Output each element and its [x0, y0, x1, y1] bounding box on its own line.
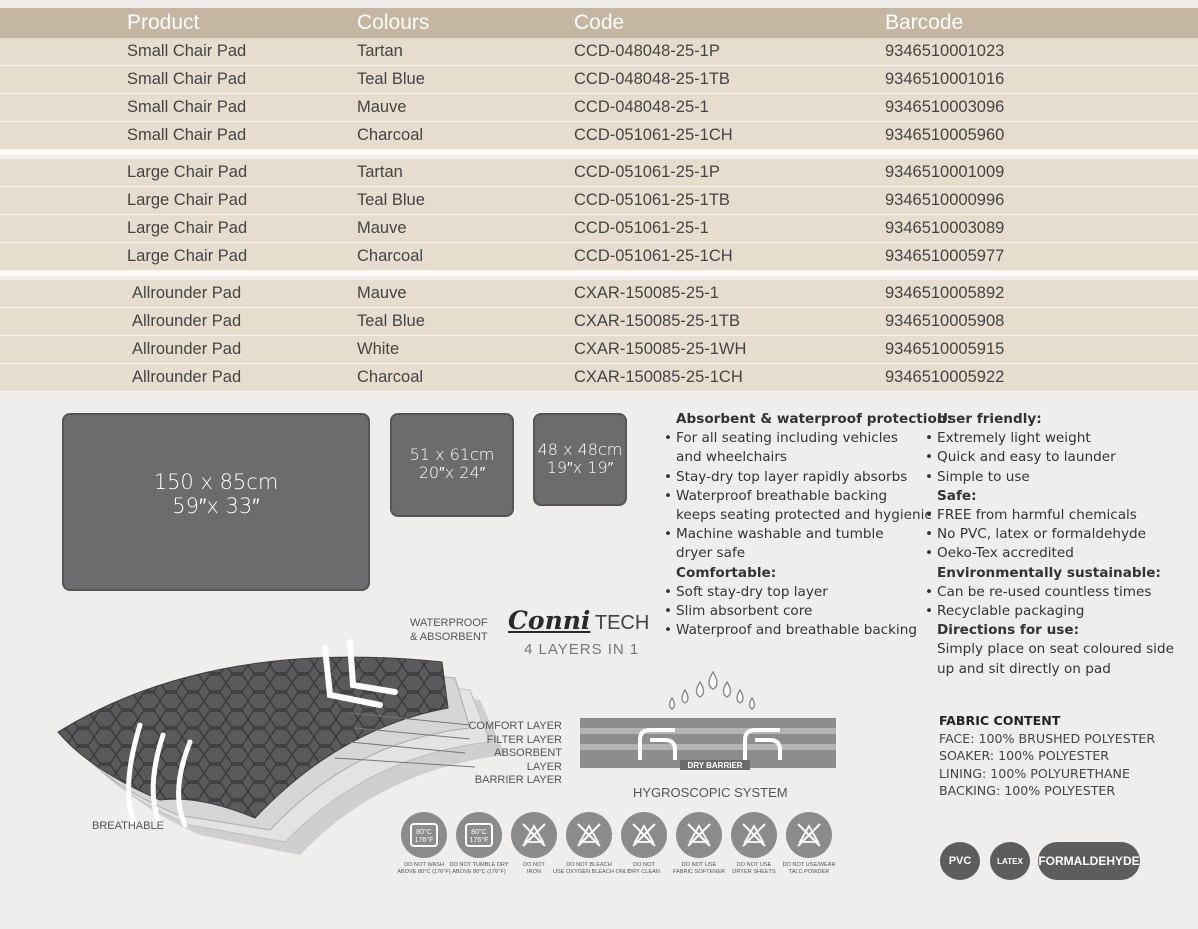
- cell-product: Small Chair Pad: [127, 126, 247, 144]
- cell-barcode: 9346510003089: [885, 219, 1005, 237]
- table-row: [0, 187, 1198, 215]
- cell-product: Allrounder Pad: [132, 312, 242, 330]
- cell-product: Small Chair Pad: [127, 98, 247, 116]
- cell-product: Large Chair Pad: [127, 247, 248, 265]
- cell-barcode: 9346510005908: [885, 312, 1005, 330]
- pad-size-small-metric: 48 x 48cm: [537, 440, 623, 459]
- cell-product: Large Chair Pad: [127, 163, 248, 181]
- list-item: • Quick and easy to launder: [923, 448, 1174, 467]
- pad-size-large: [62, 413, 370, 591]
- water-drops-icon: [670, 672, 755, 709]
- brand-tech: TECH: [594, 612, 650, 634]
- table-row: [0, 336, 1198, 364]
- care-label: DO NOT IRON: [523, 862, 545, 875]
- table-row: [0, 66, 1198, 94]
- table-row: [0, 159, 1198, 187]
- cell-barcode: 9346510005977: [885, 247, 1005, 265]
- table-row: [0, 215, 1198, 243]
- table-body: [0, 38, 1198, 392]
- care-label: DO NOT DRY CLEAN: [628, 862, 660, 875]
- list-item: • Waterproof and breathable backing: [662, 621, 952, 640]
- cell-product: Large Chair Pad: [127, 219, 248, 237]
- hygroscopic-label: HYGROSCOPIC SYSTEM: [633, 785, 788, 800]
- list-item: • Recyclable packaging: [923, 602, 1174, 621]
- list-item: • No PVC, latex or formaldehyde: [923, 525, 1174, 544]
- features-left: [662, 410, 952, 640]
- cell-colour: Charcoal: [357, 126, 424, 144]
- fabric-line: SOAKER: 100% POLYESTER: [939, 748, 1110, 763]
- cell-colour: White: [357, 340, 400, 358]
- waterproof-label: WATERPROOF & ABSORBENT: [410, 617, 488, 643]
- cell-barcode: 9346510005922: [885, 368, 1005, 386]
- features-right: [923, 410, 1174, 679]
- cell-product: Small Chair Pad: [127, 70, 247, 88]
- cell-code: CXAR-150085-25-1CH: [574, 368, 743, 386]
- cell-code: CCD-048048-25-1P: [574, 42, 720, 60]
- cell-barcode: 9346510000996: [885, 191, 1005, 209]
- table-row: [0, 364, 1198, 392]
- cell-barcode: 9346510001009: [885, 163, 1005, 181]
- no-formaldehyde-badge: FORMALDEHYDE: [1038, 842, 1140, 880]
- dry-barrier-label: DRY BARRIER: [687, 761, 743, 770]
- hygroscopic-diagram: [580, 668, 838, 778]
- cell-colour: Charcoal: [357, 368, 424, 386]
- header-colours: Colours: [357, 11, 430, 34]
- care-label: DO NOT USE DRYER SHEETS: [732, 862, 776, 875]
- fabric-content: [939, 712, 1155, 800]
- fabric-line: LINING: 100% POLYURETHANE: [939, 765, 1130, 781]
- cell-barcode: 9346510005960: [885, 126, 1005, 144]
- pad-size-medium: [390, 413, 514, 517]
- table-group: [0, 280, 1198, 392]
- cell-code: CCD-051061-25-1CH: [574, 247, 733, 265]
- cell-colour: Charcoal: [357, 247, 424, 265]
- list-item: • Oeko-Tex accredited: [923, 544, 1174, 563]
- cell-colour: Tartan: [357, 163, 403, 181]
- pad-size-small-imperial: 19″x 19″: [546, 458, 614, 478]
- list-item: • FREE from harmful chemicals: [923, 506, 1174, 525]
- cell-colour: Mauve: [357, 284, 407, 302]
- connitech-logo: [508, 606, 649, 658]
- brand-script: Conni: [508, 606, 591, 635]
- list-item: • Waterproof breathable backing: [662, 487, 952, 506]
- table-row: [0, 122, 1198, 150]
- cell-barcode: 9346510005915: [885, 340, 1005, 358]
- list-item: • Machine washable and tumble: [662, 525, 952, 544]
- svg-text:80°C: 80°C: [416, 829, 432, 836]
- list-item: • For all seating including vehicles: [662, 429, 952, 448]
- cell-colour: Tartan: [357, 42, 403, 60]
- absorbent-heading: Absorbent & waterproof protection:: [676, 411, 952, 427]
- no-talc-icon: [786, 812, 832, 858]
- brand-subtitle: 4 LAYERS IN 1: [524, 641, 640, 658]
- table-row: [0, 94, 1198, 122]
- list-item: • Extremely light weight: [923, 429, 1174, 448]
- table-group: [0, 38, 1198, 150]
- cell-colour: Mauve: [357, 219, 407, 237]
- list-item-continued: and wheelchairs: [676, 449, 788, 466]
- care-label: DO NOT USE FABRIC SOFTENER: [672, 862, 726, 875]
- no-fabric-softener-icon: [676, 812, 722, 858]
- cell-code: CCD-051061-25-1CH: [574, 126, 733, 144]
- cell-product: Small Chair Pad: [127, 42, 247, 60]
- wash-80c-icon: [401, 812, 447, 858]
- list-item: • Slim absorbent core: [662, 602, 952, 621]
- svg-text:80°C: 80°C: [471, 829, 487, 836]
- cell-barcode: 9346510001023: [885, 42, 1005, 60]
- cell-code: CCD-051061-25-1TB: [574, 191, 730, 209]
- table-row: [0, 243, 1198, 271]
- no-dryer-sheets-icon: [731, 812, 777, 858]
- care-label: DO NOT TUMBLE DRY ABOVE 80°C (176°F): [449, 862, 509, 875]
- cell-colour: Teal Blue: [357, 70, 425, 88]
- group-separator: [0, 271, 1198, 276]
- layer-labels: [462, 720, 562, 788]
- fabric-line: FACE: 100% BRUSHED POLYESTER: [939, 730, 1156, 746]
- no-iron-icon: [511, 812, 557, 858]
- group-separator: [0, 150, 1198, 155]
- fabric-line: BACKING: 100% POLYESTER: [939, 783, 1116, 798]
- comfort-layer-label: COMFORT LAYER: [468, 720, 562, 732]
- care-label: DO NOT USE/WEAR TALC POWDER: [782, 862, 836, 875]
- no-latex-badge: LATEX: [990, 842, 1030, 880]
- list-item: • Stay-dry top layer rapidly absorbs: [662, 468, 952, 487]
- cell-code: CXAR-150085-25-1TB: [574, 312, 740, 330]
- filter-layer-label: FILTER LAYER: [486, 733, 562, 746]
- tumble-dry-80c-icon: [456, 812, 502, 858]
- table-row: [0, 308, 1198, 336]
- table-row: [0, 280, 1198, 308]
- product-table: [0, 8, 1198, 392]
- header-barcode: Barcode: [885, 11, 964, 34]
- care-symbol: [783, 812, 835, 876]
- header-product: Product: [127, 11, 200, 34]
- cell-code: CXAR-150085-25-1: [574, 284, 719, 302]
- comfortable-heading: Comfortable:: [676, 564, 777, 581]
- pad-size-medium-metric: 51 x 61cm: [409, 445, 495, 464]
- list-item: • Soft stay-dry top layer: [662, 583, 952, 602]
- no-dry-clean-icon: [621, 812, 667, 858]
- svg-text:176°F: 176°F: [414, 837, 434, 844]
- table-row: [0, 38, 1198, 66]
- cell-product: Allrounder Pad: [132, 284, 242, 302]
- environment-heading: Environmentally sustainable:: [937, 564, 1161, 581]
- breathable-label: BREATHABLE: [92, 820, 164, 832]
- cell-code: CCD-051061-25-1: [574, 219, 709, 237]
- cell-product: Large Chair Pad: [127, 191, 248, 209]
- care-label: DO NOT BLEACH USE OXYGEN BLEACH ONLY: [553, 862, 631, 875]
- absorbent-layer-label: ABSORBENT LAYER: [494, 747, 562, 773]
- list-item-continued: dryer safe: [676, 545, 746, 562]
- directions-line: up and sit directly on pad: [937, 660, 1111, 677]
- cell-colour: Teal Blue: [357, 312, 425, 330]
- pad-size-large-imperial: 59″x 33″: [172, 494, 260, 519]
- directions-heading: Directions for use:: [937, 622, 1080, 639]
- cell-code: CCD-051061-25-1P: [574, 163, 720, 181]
- svg-text:176°F: 176°F: [469, 837, 489, 844]
- no-pvc-badge: PVC: [940, 842, 980, 880]
- pad-size-medium-imperial: 20″x 24″: [418, 463, 486, 483]
- list-item: • Can be re-used countless times: [923, 583, 1174, 602]
- no-bleach-icon: [566, 812, 612, 858]
- table-group: [0, 159, 1198, 271]
- list-item: • Simple to use: [923, 468, 1174, 487]
- user-friendly-heading: User friendly:: [937, 411, 1042, 427]
- cell-code: CCD-048048-25-1TB: [574, 70, 730, 88]
- cell-colour: Teal Blue: [357, 191, 425, 209]
- pad-size-small: [533, 413, 627, 506]
- fabric-heading: FABRIC CONTENT: [939, 713, 1061, 728]
- cell-colour: Mauve: [357, 98, 407, 116]
- cell-barcode: 9346510005892: [885, 284, 1005, 302]
- list-item-continued: keeps seating protected and hygienic: [676, 507, 932, 524]
- care-label: DO NOT WASH ABOVE 80°C (176°F): [397, 862, 451, 875]
- cell-product: Allrounder Pad: [132, 340, 242, 358]
- cell-product: Allrounder Pad: [132, 368, 242, 386]
- cell-code: CCD-048048-25-1: [574, 98, 709, 116]
- directions-line: Simply place on seat coloured side: [937, 641, 1174, 658]
- pad-size-large-metric: 150 x 85cm: [153, 470, 279, 494]
- cell-code: CXAR-150085-25-1WH: [574, 340, 747, 358]
- header-code: Code: [574, 11, 625, 34]
- table-header: [0, 8, 1198, 38]
- safe-heading: Safe:: [937, 487, 977, 504]
- barrier-layer-label: BARRIER LAYER: [474, 774, 562, 786]
- cell-barcode: 9346510003096: [885, 98, 1005, 116]
- cell-barcode: 9346510001016: [885, 70, 1005, 88]
